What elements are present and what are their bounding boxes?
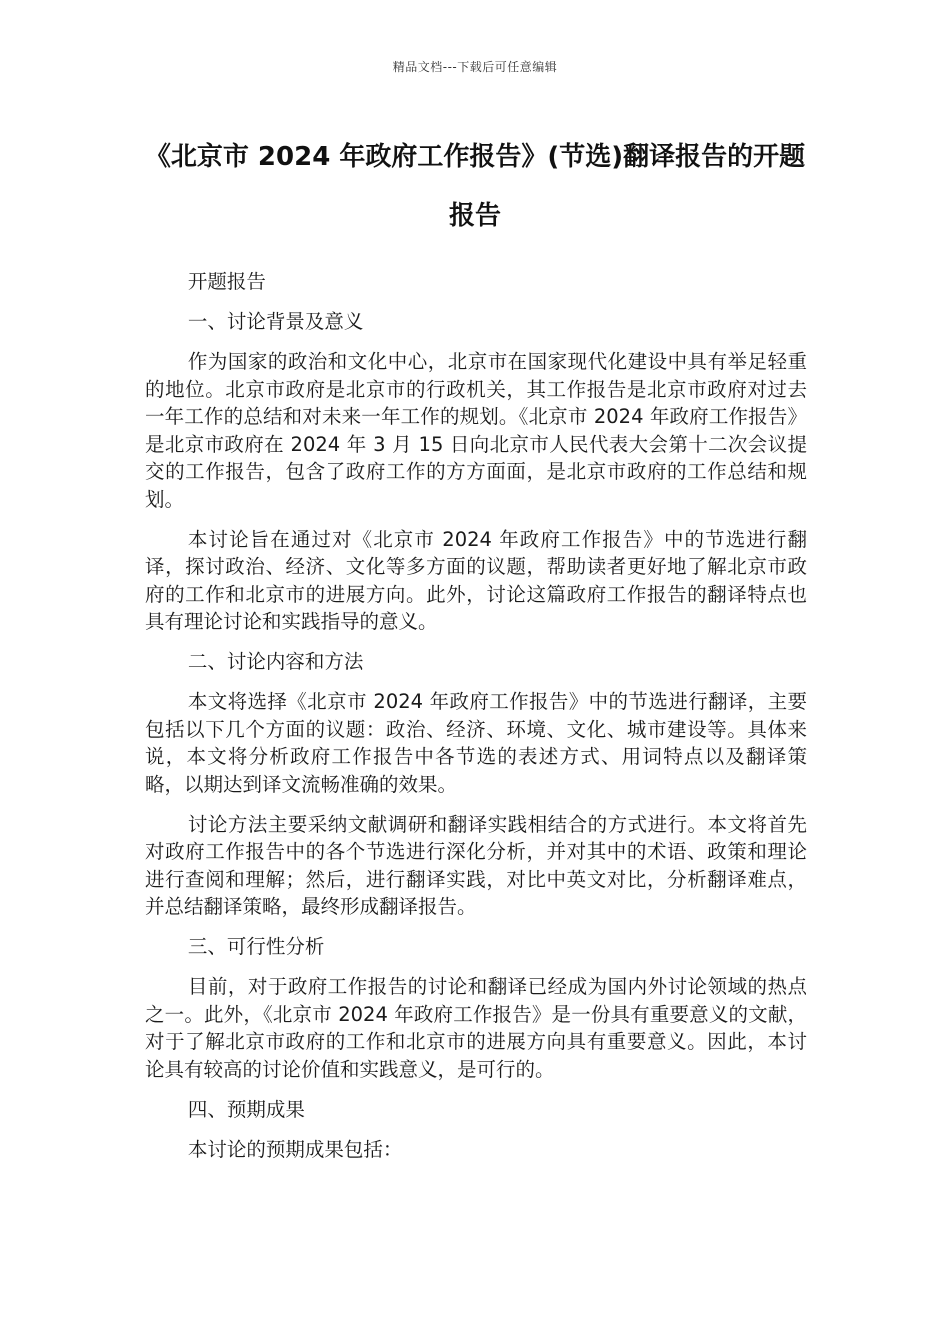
body-paragraph: 本文将选择《北京市 2024 年政府工作报告》中的节选进行翻译，主要包括以下几个方面的议题：政治、经济、环境、文化、城市建设等。具体来说，本文将分析政府工作报告中各节选的表述方式、用词特点以及翻译策略，以期达到译文流畅准确的效果。	[145, 690, 807, 796]
heading-proposal: 开题报告	[187, 270, 266, 293]
document-title: 《北京市 2024 年政府工作报告》(节选)翻译报告的开题报告	[144, 142, 806, 231]
section-heading-content-method: 二、讨论内容和方法	[187, 650, 364, 673]
body-paragraph: 本讨论的预期成果包括：	[187, 1137, 403, 1161]
header-note: 精品文档---下载后可任意编辑	[392, 60, 558, 74]
body-paragraph: 讨论方法主要采纳文献调研和翻译实践相结合的方式进行。本文将首先对政府工作报告中的各个节选进行深化分析，并对其中的术语、政策和理论进行查阅和理解；然后，进行翻译实践，对比中英文对比，分析翻译难点，并总结翻译策略，最终形成翻译报告。	[145, 812, 807, 918]
section-heading-feasibility: 三、可行性分析	[187, 935, 325, 958]
section-heading-expected-results: 四、预期成果	[187, 1097, 305, 1121]
body-paragraph: 本讨论旨在通过对《北京市 2024 年政府工作报告》中的节选进行翻译，探讨政治、经济、文化等多方面的议题，帮助读者更好地了解北京市政府的工作和北京市的进展方向。此外，讨论这篇政府工作报告的翻译特点也具有理论讨论和实践指导的意义。	[145, 527, 807, 633]
body-paragraph: 作为国家的政治和文化中心，北京市在国家现代化建设中具有举足轻重的地位。北京市政府是北京市的行政机关，其工作报告是北京市政府对过去一年工作的总结和对未来一年工作的规划。《北京市 2024 年政府工作报告》是北京市政府在 2024 年 3 月 15 日向北京市人民代表大会第十二次会议提交的工作报告，包含了政府工作的方方面面，是北京市政府的工作总结和规划。	[145, 350, 807, 511]
body-paragraph: 目前，对于政府工作报告的讨论和翻译已经成为国内外讨论领域的热点之一。此外，《北京市 2024 年政府工作报告》是一份具有重要意义的文献，对于了解北京市政府的工作和北京市的进展方向具有重要意义。因此，本讨论具有较高的讨论价值和实践意义，是可行的。	[145, 975, 807, 1081]
document-body	[145, 268, 807, 1176]
section-heading-background: 一、讨论背景及意义	[187, 310, 364, 333]
